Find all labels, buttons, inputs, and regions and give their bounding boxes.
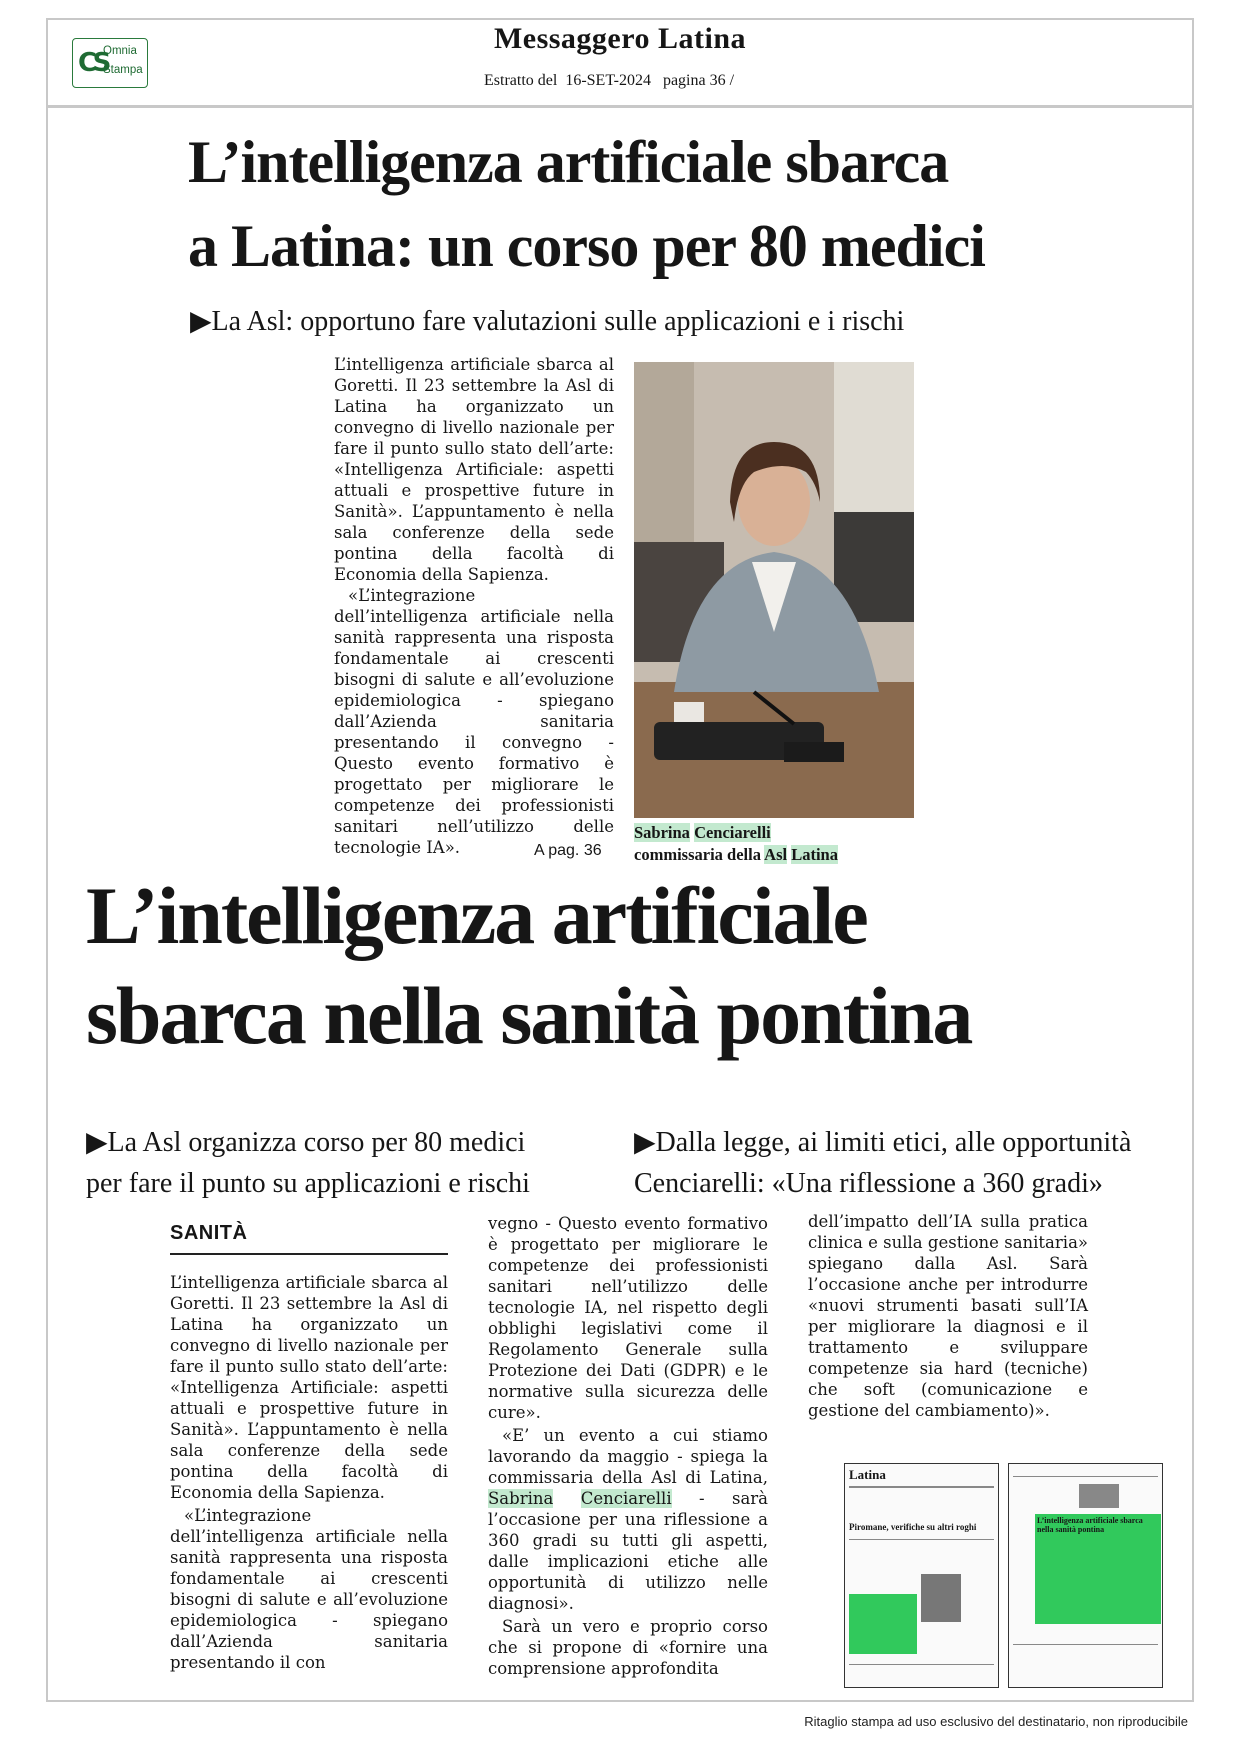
logo-text-line2: Stampa <box>103 64 143 76</box>
thumbnail-photo <box>1079 1484 1119 1508</box>
front-paragraph: «L’integrazione dell’intelligenza artificiale nella sanità rappresenta una risposta fondamentale ai crescenti bisogni di salute e all’evoluzione epidemiologica - spiegano dall’Azienda sanitaria presentando il convegno - Questo evento formativo è progettato per migliorare le competenze dei professionisti sanitari nell’utilizzo delle tecnologie IA». <box>334 586 614 857</box>
main-headline-line1: L’intelligenza artificiale <box>86 870 867 961</box>
front-subheadline: ▶La Asl: opportuno fare valutazioni sulle applicazioni e i rischi <box>190 306 905 337</box>
logo-mark-icon: CS <box>78 48 107 78</box>
caption-role: commissaria della Asl Latina <box>634 845 838 864</box>
column-paragraph: dell’impatto dell’IA sulla pratica clinica e sulla gestione sanitaria» spiegano dalla Asl. Sarà l’occasione anche per introdurre «nuovi strumenti basati sull’IA per migliorare la diagnosi e il trattamento e sviluppare competenze sia hard (tecniche) che soft (comunicazione e gestione del cambiamento)». <box>808 1212 1088 1420</box>
article-column-3 <box>808 1211 1088 1421</box>
publication-title: Messaggero Latina <box>493 22 747 55</box>
column-paragraph: «L’integrazione dell’intelligenza artificiale nella sanità rappresenta una risposta fondamentale ai crescenti bisogni di salute e all’evoluzione epidemiologica - spiegano dall’Azienda sanitaria presentando il con <box>170 1506 448 1672</box>
main-subheadline-left: ▶La Asl organizza corso per 80 medici per fare il punto su applicazioni e rischi <box>86 1127 530 1199</box>
section-kicker: SANITÀ <box>170 1222 248 1244</box>
thumbnail-masthead: Latina <box>849 1467 886 1482</box>
article-column-1 <box>170 1272 448 1673</box>
main-headline <box>86 866 1186 1066</box>
column-paragraph: Sarà un vero e proprio corso che si propone di «fornire una comprensione approfondita <box>488 1617 768 1678</box>
caption-name: Sabrina Cenciarelli <box>634 823 771 842</box>
main-subheadline-right: ▶Dalla legge, ai limiti etici, alle opportunità Cenciarelli: «Una riflessione a 360 gradi» <box>634 1127 1132 1199</box>
main-headline-line2: sbarca nella sanità pontina <box>86 970 972 1061</box>
article-column-2 <box>488 1213 768 1679</box>
column-paragraph: L’intelligenza artificiale sbarca al Goretti. Il 23 settembre la Asl di Latina ha organizzato un convegno di livello nazionale per fare il punto sullo stato dell’arte: «Intelligenza Artificiale: aspetti attuali e prospettive future in Sanità». L’appuntamento è nella sala conferenze della sede pontina della facoltà di Economia della Sapienza. <box>170 1273 448 1502</box>
column-paragraph: vegno - Questo evento formativo è progettato per migliorare le competenze dei professionisti sanitari nell’utilizzo delle tecnologie IA, nel rispetto degli obblighi legislativi come il Regolamento Generale sulla Protezione dei Dati (GDPR) e le normative sulla sicurezza delle cure». <box>488 1214 768 1422</box>
kicker-rule <box>170 1253 448 1255</box>
front-headline <box>188 120 1088 288</box>
clipping-disclaimer: Ritaglio stampa ad uso esclusivo del destinatario, non riproducibile <box>804 1714 1188 1729</box>
column-paragraph: «E’ un evento a cui stiamo lavorando da maggio - spiega la commissaria della Asl di Latina, Sabrina Cenciarelli - sarà l’occasione per una riflessione a 360 gradi su tutti gli aspetti, dalle implicazioni etiche alle opportunità di utilizzo nelle diagnosi». <box>488 1426 769 1613</box>
highlight-surname: Cenciarelli <box>580 1489 672 1508</box>
highlight-name: Sabrina <box>488 1489 554 1508</box>
logo-text-line1: Omnia <box>103 45 137 57</box>
front-headline-line1: L’intelligenza artificiale sbarca <box>188 129 949 195</box>
page-thumbnail-left <box>844 1463 999 1688</box>
extract-meta: Estratto del 16-SET-2024 pagina 36 / <box>484 72 735 89</box>
front-paragraph: L’intelligenza artificiale sbarca al Goretti. Il 23 settembre la Asl di Latina ha organizzato un convegno di livello nazionale per fare il punto sullo stato dell’arte: «Intelligenza Artificiale: aspetti attuali e prospettive future in Sanità». L’appuntamento è nella sala conferenze della sede pontina della facoltà di Economia della Sapienza. <box>334 355 614 584</box>
front-headline-line2: a Latina: un corso per 80 medici <box>188 213 985 279</box>
photo-caption <box>634 822 838 866</box>
page-thumbnail-right <box>1008 1463 1163 1688</box>
thumbnail-photo <box>921 1574 961 1622</box>
thumbnail-headline: L’intelligenza artificiale sbarca nella sanità pontina <box>1037 1516 1143 1534</box>
thumbnail-highlight <box>849 1594 917 1654</box>
front-article-body <box>334 354 614 858</box>
page-reference: A pag. 36 <box>534 842 602 859</box>
thumbnail-headline: Piromane, verifiche su altri roghi <box>849 1522 977 1532</box>
portrait-photo <box>634 362 914 818</box>
